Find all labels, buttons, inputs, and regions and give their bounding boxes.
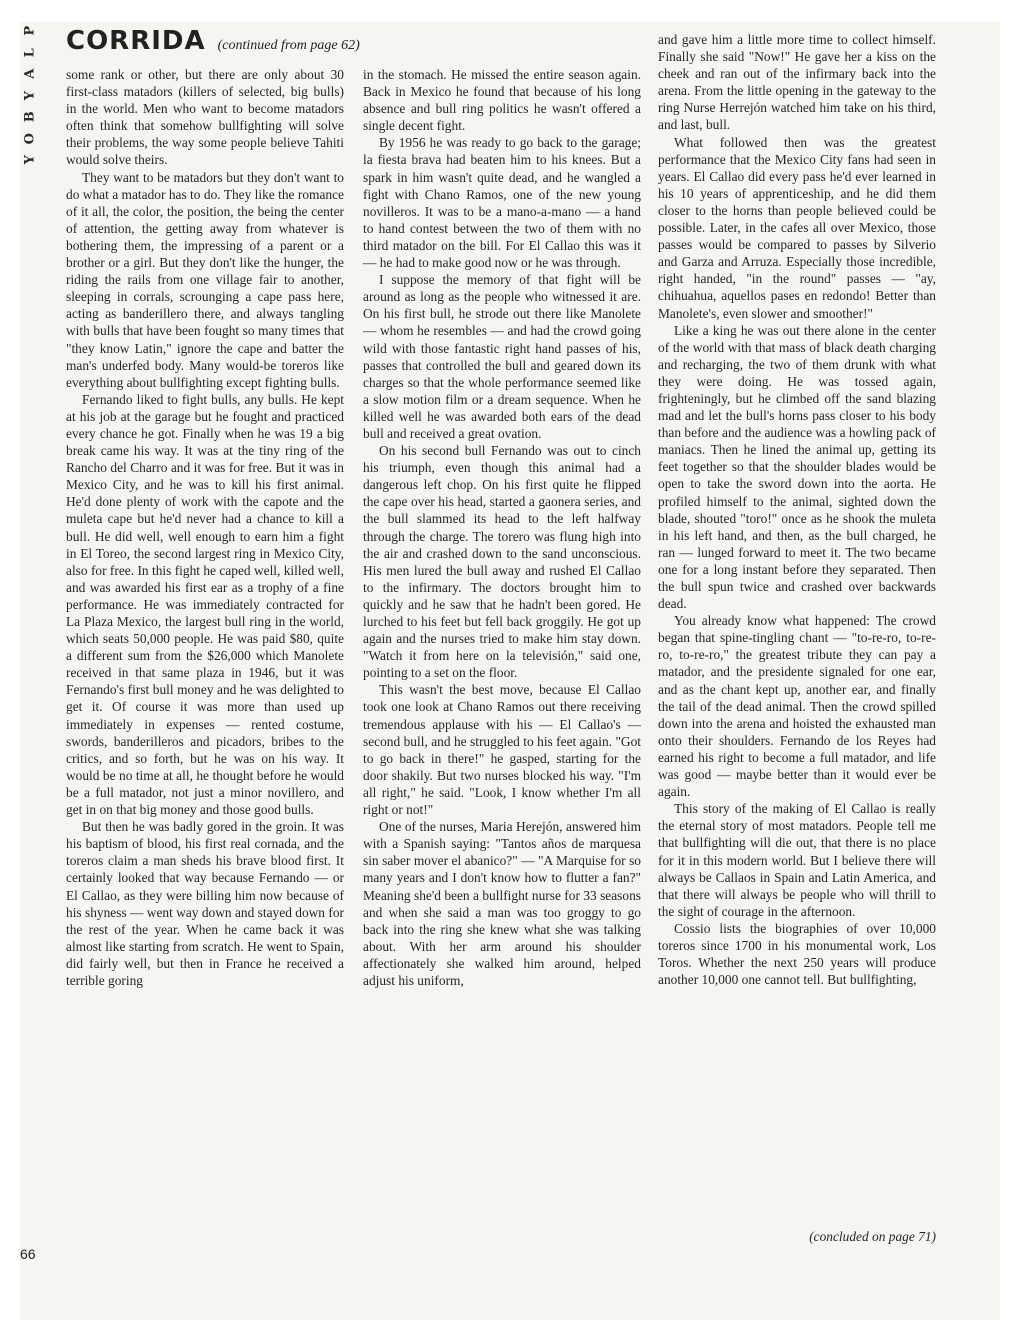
magazine-letter: O xyxy=(22,132,38,144)
magazine-letter: L xyxy=(22,47,38,57)
paragraph: What followed then was the greatest performance that the Mexico City fans had seen in years. El Callao did every pass he'd ever learned in his 10 years of apprenticeship, and he did them closer to the horns than people believed could be possible. Later, in the cafes all over Mexico, those passes would be compared to passes by Silverio and Garza and Arruza. Especially those incredible, right handed, "in the round" passes — "ay, chihuahua, aquellos pases en redondo! Better than Manolete's, even slower and smoother!" xyxy=(658,134,936,321)
concluded-on-note: (concluded on page 71) xyxy=(809,1229,936,1244)
text-column-2 xyxy=(363,66,641,989)
page-number: 66 xyxy=(20,1246,36,1262)
paragraph: One of the nurses, Maria Herejón, answered him with a Spanish saying: "Tantos años de marquesa sin saber mover el abanico?" — "A Marquise for so many years and I don't know how to flutter a fan?" Meaning she'd been a bullfight nurse for 33 seasons and when she said a man was too groggy to go back into the ring she knew what she was talking about. With her arm around his shoulder affectionately she walked him around, helped adjust his uniform, xyxy=(363,819,641,988)
paragraph: This wasn't the best move, because El Callao took one look at Chano Ramos out there receiving tremendous applause with his — El Callao's — second bull, and he struggled to his feet again. "Got to go back in there!" he gasped, starting for the door shakily. But two nurses blocked his way. "I'm all right," he said. "Look, I know whether I'm all right or not!" xyxy=(363,682,641,818)
paragraph: But then he was badly gored in the groin. It was his baptism of blood, his first real cornada, and the toreros claim a man sheds his brave blood first. It certainly looked that way because Fernando — or El Callao, as they were billing him now because of his shyness — went way down and stayed down for the rest of the year. When he came back it was almost like starting from scratch. He went to Spain, did fairly well, but then in France he received a terrible goring xyxy=(66,819,344,988)
magazine-letter: P xyxy=(22,25,38,36)
magazine-letter: A xyxy=(22,68,38,79)
magazine-name-vertical xyxy=(18,20,42,171)
paragraph: I suppose the memory of that fight will be around as long as the people who witnessed it are. On his first bull, he strode out there like Manolete — whom he resembles — and had the crowd going wild with those fantastic right hand passes of his, passes that controlled the bull and geared down its charges so that the whole performance seemed like a slow motion film or a dream sequence. When he killed well he was awarded both ears of the dead bull and received a great ovation. xyxy=(363,272,641,441)
text-column-3 xyxy=(658,31,936,988)
magazine-letter: B xyxy=(22,111,38,123)
paragraph: Like a king he was out there alone in the center of the world with that mass of black death charging and recharging, the two of them drunk with what they were doing. He was tossed again, frighteningly, but he climbed off the sand blazing mad and let the bull's horns pass closer to his body than before and the audience was a howling pack of maniacs. Then he lined the animal up, getting its feet together so that the shoulder blades would be open to take the sword down into the aorta. He profiled himself to the animal, sighted down the blade, shouted "toro!" once as he shook the muleta in his left hand, and then, as the bull charged, he ran — lunged forward to meet it. The two became one for a long instant before they separated. Then the bull spun twice and crashed over backwards dead. xyxy=(658,322,936,612)
paragraph: some rank or other, but there are only about 30 first-class matadors (killers of selected, big bulls) in the world. Men who want to become matadors often think that somehow bullfighting will solve their problems, the way some people believe Tahiti would solve theirs. xyxy=(66,67,344,168)
text-column-1 xyxy=(66,66,344,989)
article-header xyxy=(66,26,666,66)
paragraph: Fernando liked to fight bulls, any bulls. He kept at his job at the garage but he fought and practiced every chance he got. Finally when he was 19 a big break came his way. It was at the tiny ring of the Rancho del Charro and it was for free. But it was in Mexico City, and he was to kill his first animal. He'd done plenty of work with the capote and the muleta cape but he'd never had a chance to kill a bull. He did well, well enough to earn him a fight in El Toreo, the second largest ring in Mexico City, also for free. In this fight he caped well, killed well, and was awarded his first ear as a trophy of a fine performance. He was immediately contracted for La Plaza Mexico, the largest bull ring in the world, which seats 50,000 people. He was paid $80, quite a different sum from the $26,000 which Manolete received in that same plaza in 1946, but it was Fernando's first bull money and he was delighted to get it. Of course it was more than used up immediately in expenses — rented costume, swords, banderilleros and picadors, bribes to the critics, and so forth, but he was on his way. It would be no time at all, he thought before he would be a full matador, not just a minor novillero, and get in on that big money and those good bulls. xyxy=(66,391,344,818)
paragraph: By 1956 he was ready to go back to the garage; la fiesta brava had beaten him to his knees. But a spark in him wasn't quite dead, and he wangled a fight with Chano Ramos, one of the new young novilleros. It was to be a mano-a-mano — a hand to hand contest between the two of them with no third matador on the bill. For El Callao this was it — he had to make good now or he was through. xyxy=(363,135,641,271)
paragraph: in the stomach. He missed the entire season again. Back in Mexico he found that because of his long absence and bull ring politics he wasn't offered a single decent fight. xyxy=(363,67,641,134)
magazine-letter: Y xyxy=(22,155,38,165)
paragraph: and gave him a little more time to collect himself. Finally she said "Now!" He gave her a kiss on the cheek and ran out of the infirmary back into the arena. From the little opening in the gateway to the ring Nurse Herrejón watched him take on his third, and last, bull. xyxy=(658,32,936,133)
article-title: CORRIDA xyxy=(66,26,206,56)
paragraph: They want to be matadors but they don't want to do what a matador has to do. They like the romance of it all, the color, the position, the being the center of attention, the getting away from whatever is bothering them, the impressing of a parent or a brother or a girl. But they don't like the hunger, the riding the rails from one village fair to another, sleeping in corrals, scrounging a cape pass here, acting as banderillero there, and always tangling with bulls that have been fought so many times that "they know Latin," ignore the cape and batter the man's underfed body. Many would-be toreros like everything about bullfighting except fighting bulls. xyxy=(66,169,344,390)
paragraph: Cossio lists the biographies of over 10,000 toreros since 1700 in his monumental work, Los Toros. Whether the next 250 years will produce another 10,000 one cannot tell. But bullfighting, xyxy=(658,920,936,988)
paragraph: You already know what happened: The crowd began that spine-tingling chant — "to-re-ro, to-re-ro, to-re-ro," the greatest tribute they can pay a matador, and the presidente signaled for one ear, and as the chant kept up, another ear, and finally the tail of the dead animal. Then the crowd spilled down into the arena and hoisted the exhausted man onto their shoulders. Fernando de los Reyes had earned his right to become a full matador, and life was good — maybe better than it would ever be again. xyxy=(658,613,936,800)
paragraph: On his second bull Fernando was out to cinch his triumph, even though this animal had a dangerous left chop. On his first quite he flipped the cape over his head, started a gaonera series, and the bull slammed its head to the left halfway through the charge. The torero was flung high into the air and crashed down to the sand unconscious. His men lured the bull away and rushed El Callao to the infirmary. The doctors brought him to quickly and he saw that he hadn't been gored. He lurched to his feet but fell back groggily. He got up again and the nurses tried to make him stay down. "Watch it from here on la televisión," said one, pointing to a set on the floor. xyxy=(363,443,641,681)
paragraph: This story of the making of El Callao is really the eternal story of most matadors. People tell me that bullfighting will die out, that there is no place for it in this modern world. But I believe there will always be Callaos in Spain and Latin America, and that there will always be people who will thrill to the sight of courage in the afternoon. xyxy=(658,801,936,919)
continued-from-note: (continued from page 62) xyxy=(217,38,360,53)
magazine-letter: Y xyxy=(22,90,38,100)
